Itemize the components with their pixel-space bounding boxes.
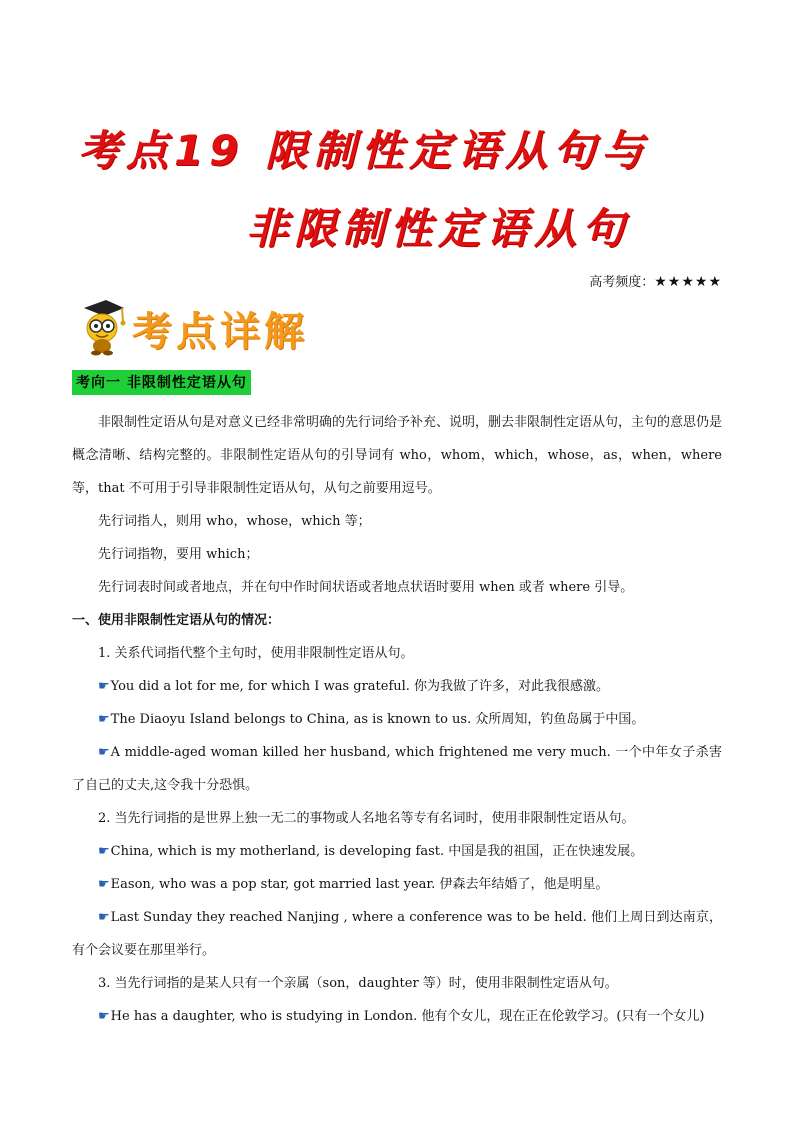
rule-thing: 先行词指物，要用 which； (98, 547, 259, 562)
title-line-2: 非限制性定语从句 (246, 204, 631, 253)
example-2 (72, 703, 722, 736)
example-text: A middle-aged woman killed her husband, which frightened me very much. 一个中年女子杀害了自己的丈夫,这令我十分恐惧。 (72, 745, 722, 793)
pointing-hand-icon: ☛ (98, 745, 110, 760)
intro-paragraph: 非限制性定语从句是对意义已经非常明确的先行词给予补充、说明，删去非限制性定语从句，主句的意思仍是概念清晰、结构完整的。非限制性定语从句的引导词有 who，whom，which，whose，as，when，where 等，that 不可用于引导非限制性定语从句，从句之前要用逗号。 (72, 415, 723, 496)
frequency-stars: ★★★★★ (654, 274, 722, 290)
rule-time-place: 先行词表时间或者地点，并在句中作时间状语或者地点状语时要用 when 或者 where 引导。 (98, 580, 634, 595)
pointing-hand-icon: ☛ (98, 910, 110, 925)
example-text: China, which is my motherland, is developing fast. 中国是我的祖国，正在快速发展。 (110, 844, 644, 859)
frequency-label: 高考频度： (589, 275, 655, 290)
rule-person: 先行词指人，则用 who，whose，which 等； (98, 514, 371, 529)
example-text: The Diaoyu Island belongs to China, as is known to us. 众所周知，钓鱼岛属于中国。 (110, 712, 645, 727)
example-5 (72, 868, 722, 901)
example-4 (72, 835, 722, 868)
section-header (76, 298, 376, 358)
pointing-hand-icon: ☛ (98, 712, 110, 727)
example-6 (72, 901, 722, 967)
example-3 (72, 736, 722, 802)
example-text: Eason, who was a pop star, got married last year. 伊森去年结婚了，他是明星。 (110, 877, 609, 892)
example-text: You did a lot for me, for which I was grateful. 你为我做了许多，对此我很感激。 (110, 679, 610, 694)
example-1 (72, 670, 722, 703)
example-text: Last Sunday they reached Nanjing , where a conference was to be held. 他们上周日到达南京，有个会议要在那里举行。 (72, 910, 722, 958)
pointing-hand-icon: ☛ (98, 844, 110, 859)
frequency-row (589, 271, 722, 290)
point-1: 1. 关系代词指代整个主句时，使用非限制性定语从句。 (98, 646, 414, 661)
example-7 (72, 1000, 722, 1033)
graduate-mascot-icon (76, 298, 126, 356)
point-2: 2. 当先行词指的是世界上独一无二的事物或人名地名等专有名词时，使用非限制性定语从句。 (98, 811, 635, 826)
heading-usage-cases: 一、使用非限制性定语从句的情况： (72, 613, 281, 628)
pointing-hand-icon: ☛ (98, 679, 110, 694)
pointing-hand-icon: ☛ (98, 877, 110, 892)
pointing-hand-icon: ☛ (98, 1009, 110, 1024)
point-3: 3. 当先行词指的是某人只有一个亲属（son，daughter 等）时，使用非限制性定语从句。 (98, 976, 618, 991)
section-title: 考点详解 (132, 309, 308, 355)
body-content (72, 406, 722, 1033)
example-text: He has a daughter, who is studying in London. 他有个女儿，现在正在伦敦学习。(只有一个女儿) (110, 1009, 705, 1024)
topic-tag: 考向一 非限制性定语从句 (72, 370, 251, 395)
title-line-1: 考点19 限制性定语从句与 (78, 126, 650, 175)
